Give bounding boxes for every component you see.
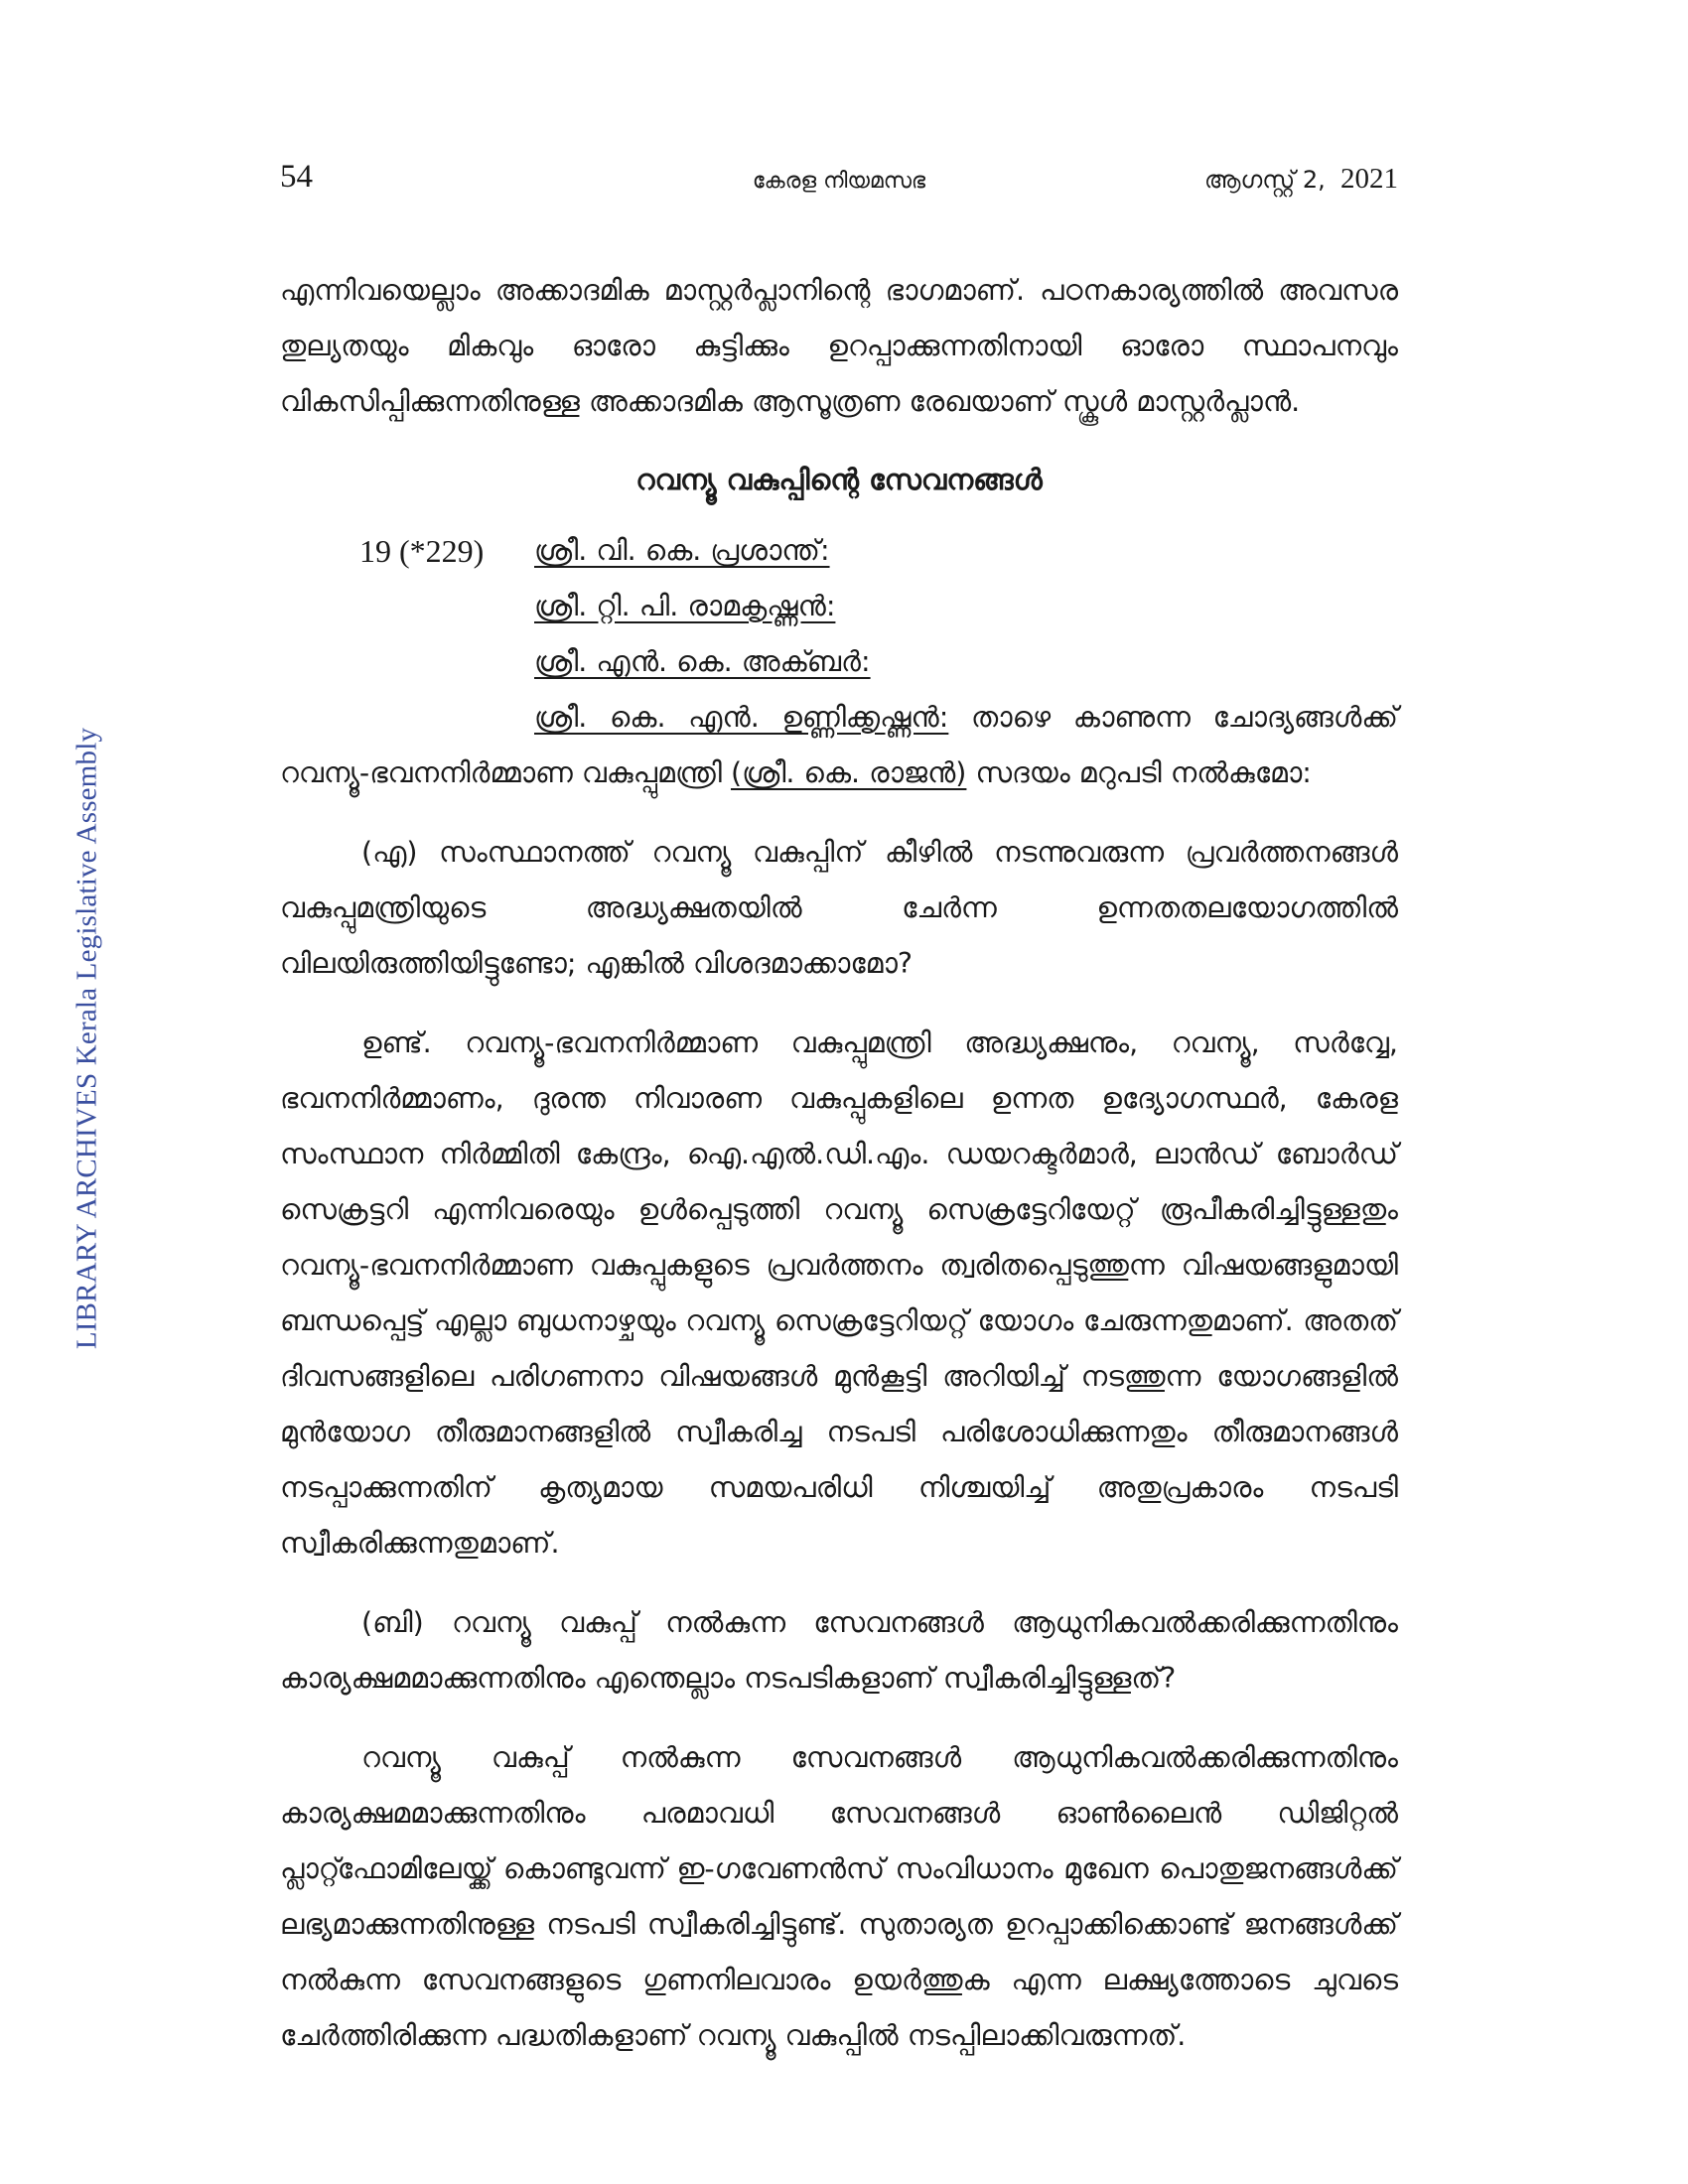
page-number: 54: [280, 159, 313, 195]
prompt-text-b: സദയം മറുപടി നൽകുമോ:: [975, 756, 1312, 789]
running-title: കേരള നിയമസഭ: [752, 169, 926, 194]
question-a: (എ) സംസ്ഥാനത്ത് റവന്യൂ വകുപ്പിന് കീഴിൽ നടന്നുവരുന്ന പ്രവർത്തനങ്ങൾ വകുപ്പുമന്ത്രിയുടെ അദ്ധ്യക്ഷതയിൽ ചേർന്ന ഉന്നതതലയോഗത്തിൽ വിലയിരുത്തിയിട്ടുണ്ടോ; എങ്കിൽ വിശദമാക്കാമോ?: [280, 836, 1398, 980]
member-name-last: ശ്രീ. കെ. എൻ. ഉണ്ണിക്കൃഷ്ണൻ:: [534, 701, 949, 734]
question-number: 19 (*229): [359, 533, 485, 569]
answer-a: ഉണ്ട്. റവന്യൂ-ഭവനനിർമ്മാണ വകുപ്പുമന്ത്രി അദ്ധ്യക്ഷനും, റവന്യൂ, സർവ്വേ, ഭവനനിർമ്മാണം, ദുരന്ത നിവാരണ വകുപ്പുകളിലെ ഉന്നത ഉദ്യോഗസ്ഥർ, കേരള സംസ്ഥാന നിർമ്മിതി കേന്ദ്രം, ഐ.എൽ.ഡി.എം. ഡയറക്ടർമാർ, ലാൻഡ് ബോർഡ് സെക്രട്ടറി എന്നിവരെയും ഉൾപ്പെടുത്തി റവന്യൂ സെക്രട്ടേറിയേറ്റ് രൂപീകരിച്ചിട്ടുള്ളതും റവന്യൂ-ഭവനനിർമ്മാണ വകുപ്പുകളുടെ പ്രവർത്തനം ത്വരിതപ്പെടുത്തുന്ന വിഷയങ്ങളുമായി ബന്ധപ്പെട്ട് എല്ലാ ബുധനാഴ്ചയും റവന്യൂ സെക്രട്ടേറിയറ്റ് യോഗം ചേരുന്നതുമാണ്. അതത് ദിവസങ്ങളിലെ പരിഗണനാ വിഷയങ്ങൾ മുൻകൂട്ടി അറിയിച്ച് നടത്തുന്ന യോഗങ്ങളിൽ മുൻയോഗ തീരുമാനങ്ങളിൽ സ്വീകരിച്ച നടപടി പരിശോധിക്കുന്നതും തീരുമാനങ്ങൾ നടപ്പാക്കുന്നതിന് കൃത്യമായ സമയപരിധി നിശ്ചയിച്ച് അതുപ്രകാരം നടപടി സ്വീകരിക്കുന്നതുമാണ്.: [280, 1026, 1398, 1560]
member-name-text: ശ്രീ. റ്റി. പി. രാമകൃഷ്ണൻ:: [534, 590, 836, 622]
member-name: [534, 579, 1398, 634]
member-name-text: ശ്രീ. വി. കെ. പ്രശാന്ത്:: [534, 534, 830, 567]
archive-watermark: LIBRARY ARCHIVES Kerala Legislative Assembly: [70, 727, 103, 1350]
question-prompt: [280, 690, 1398, 801]
question-members: [280, 523, 1398, 690]
header-year: 2021: [1340, 163, 1398, 195]
header-date-text: ആഗസ്റ്റ് 2,: [1203, 166, 1326, 194]
page-header: [280, 159, 1398, 199]
minister-name: (ശ്രീ. കെ. രാജൻ): [730, 756, 967, 789]
header-date: [1204, 163, 1398, 196]
prompt-text-a: താഴെ കാണുന്ന ചോദ്യങ്ങൾക്ക് റവന്യൂ-ഭവനനിർമ്മാണ വകുപ്പുമന്ത്രി: [280, 701, 1399, 789]
member-name-text: ശ്രീ. എൻ. കെ. അക്ബർ:: [534, 645, 871, 678]
section-heading: റവന്യൂ വകുപ്പിന്റെ സേവനങ്ങൾ: [635, 463, 1043, 496]
member-name: [534, 523, 1398, 579]
intro-paragraph: എന്നിവയെല്ലാം അക്കാദമിക മാസ്റ്റർപ്ലാനിന്റെ ഭാഗമാണ്. പഠനകാര്യത്തിൽ അവസര തുല്യതയും മികവും ഓരോ കുട്ടിക്കും ഉറപ്പാക്കുന്നതിനായി ഓരോ സ്ഥാപനവും വികസിപ്പിക്കുന്നതിനുള്ള അക്കാദമിക ആസൂത്രണ രേഖയാണ് സ്കൂൾ മാസ്റ്റർപ്ലാൻ.: [280, 274, 1398, 418]
member-name: [534, 634, 1398, 690]
answer-b: റവന്യൂ വകുപ്പ് നൽകുന്ന സേവനങ്ങൾ ആധുനികവൽക്കരിക്കുന്നതിനും കാര്യക്ഷമമാക്കുന്നതിനും പരമാവധി സേവനങ്ങൾ ഓൺലൈൻ ഡിജിറ്റൽ പ്ലാറ്റ്ഫോമിലേയ്ക്ക് കൊണ്ടുവന്ന് ഇ-ഗവേണൻസ് സംവിധാനം മുഖേന പൊതുജനങ്ങൾക്ക് ലഭ്യമാക്കുന്നതിനുള്ള നടപടി സ്വീകരിച്ചിട്ടുണ്ട്. സുതാര്യത ഉറപ്പാക്കിക്കൊണ്ട് ജനങ്ങൾക്ക് നൽകുന്ന സേവനങ്ങളുടെ ഗുണനിലവാരം ഉയർത്തുക എന്ന ലക്ഷ്യത്തോടെ ചുവടെ ചേർത്തിരിക്കുന്ന പദ്ധതികളാണ് റവന്യൂ വകുപ്പിൽ നടപ്പിലാക്കിവരുന്നത്.: [280, 1741, 1398, 2052]
question-b: (ബി) റവന്യൂ വകുപ്പ് നൽകുന്ന സേവനങ്ങൾ ആധുനികവൽക്കരിക്കുന്നതിനും കാര്യക്ഷമമാക്കുന്നതിനും എന്തെല്ലാം നടപടികളാണ് സ്വീകരിച്ചിട്ടുള്ളത്?: [280, 1606, 1398, 1695]
page-body: [280, 263, 1398, 2064]
